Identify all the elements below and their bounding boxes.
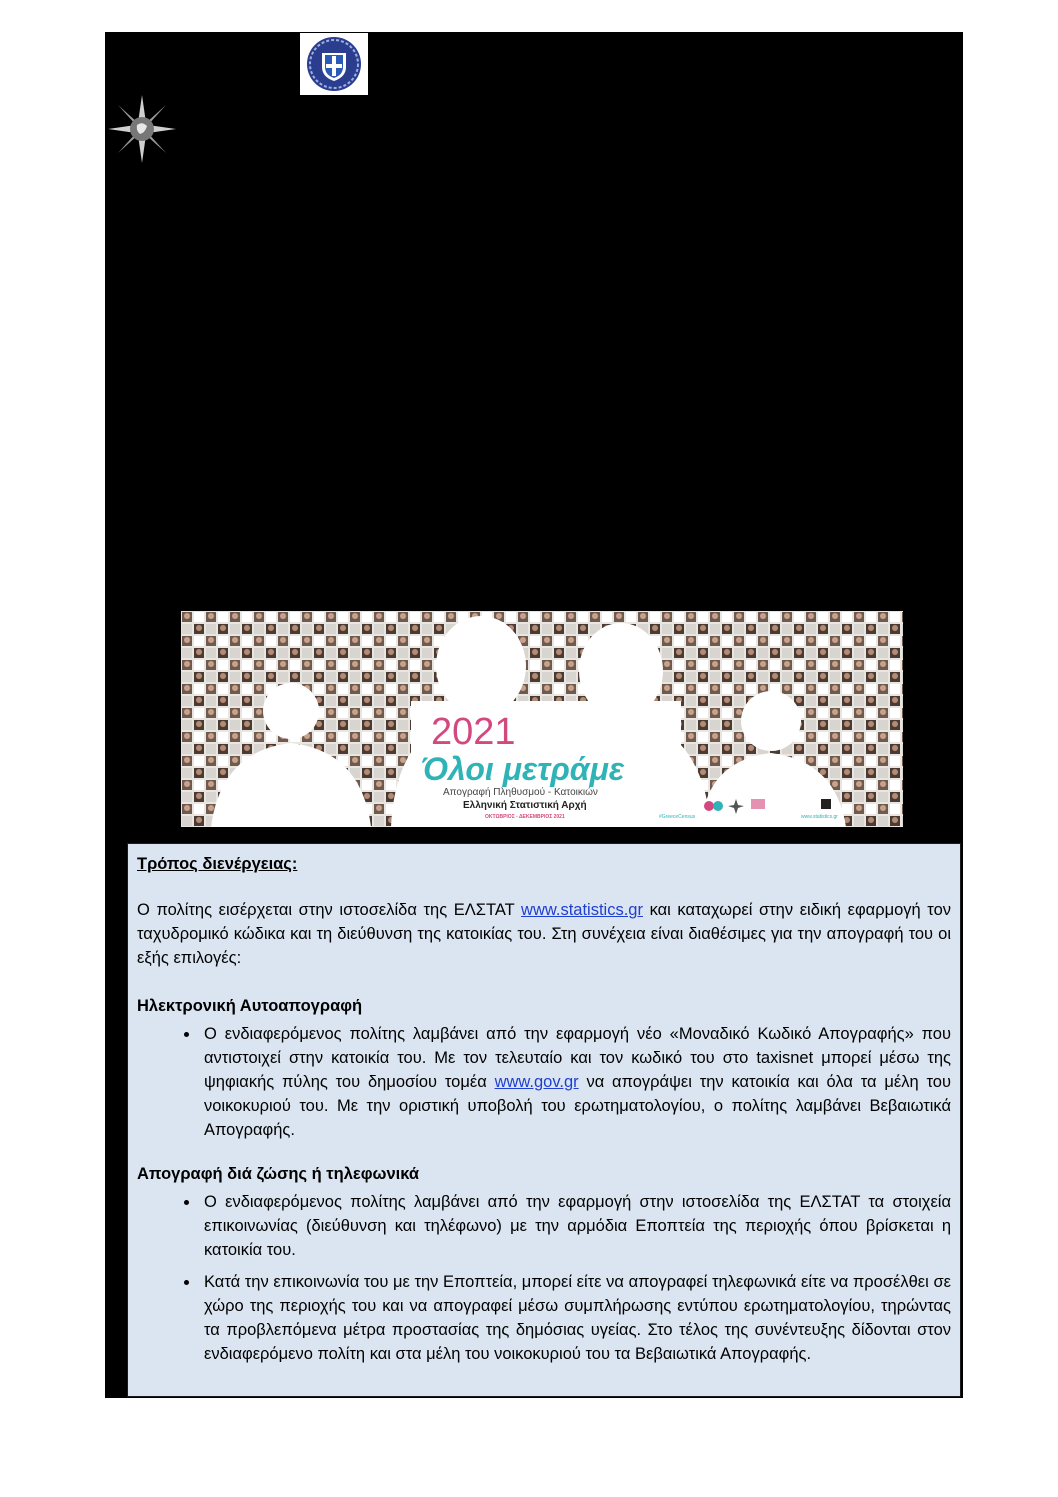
list-item bbox=[200, 1022, 951, 1142]
banner-organization: Ελληνική Στατιστική Αρχή bbox=[463, 800, 587, 811]
gov-link[interactable]: www.gov.gr bbox=[494, 1073, 579, 1091]
banner-subtitle: Απογραφή Πληθυσμού - Κατοικιών bbox=[443, 787, 598, 798]
banner-hashtag: #GreeceCensus bbox=[659, 814, 696, 820]
section2-title: Απογραφή διά ζώσης ή τηλεφωνικά bbox=[137, 1165, 420, 1183]
emblem-icon bbox=[300, 33, 368, 95]
section2-list bbox=[137, 1190, 951, 1366]
section1-list bbox=[137, 1022, 951, 1142]
info-panel bbox=[127, 843, 961, 1397]
banner-period: ΟΚΤΩΒΡΙΟΣ - ΔΕΚΕΜΒΡΙΟΣ 2021 bbox=[485, 814, 565, 820]
banner-year: 2021 bbox=[431, 711, 516, 753]
greek-emblem-logo bbox=[300, 33, 368, 95]
banner-slogan: Όλοι μετράμε bbox=[421, 751, 625, 787]
section-heading: Τρόπος διενέργειας: bbox=[137, 855, 298, 873]
banner-website: www.statistics.gr bbox=[801, 814, 838, 820]
item-text-start: Ο ενδιαφερόμενος πολίτης λαμβάνει από την εφαρμογή νέο «Μοναδικό Κωδικό Απογραφής» που αντιστοιχεί στην κατοικία του. Με τον τελευταίο και τον κωδικό του στο taxisnet μπορεί μέσω της ψηφιακής πύλης του δημοσίου τομέα bbox=[204, 1025, 951, 1091]
list-item: • Κατά την επικοινωνία του με την Εποπτεία, μπορεί είτε να απογραφεί τηλεφωνικά είτε να προσέλθει σε χώρο της περιοχής του και να απογραφεί μέσω συμπλήρωσης εντύπου ερωτηματολογίου, τηρώντας τα προβλεπόμενα μέτρα προστασίας της δημόσιας υγείας. Στο τέλος της συνέντευξης δίδονται στον ενδιαφερόμενο πολίτη και στα μέλη του νοικοκυριού του τα Βεβαιωτικά Απογραφής. bbox=[200, 1270, 951, 1366]
list-item: • Ο ενδιαφερόμενος πολίτης λαμβάνει από την εφαρμογή στην ιστοσελίδα της ΕΛΣΤΑΤ τα στοιχεία επικοινωνίας (διεύθυνση και τηλέφωνο) με την αρμόδια Εποπτεία της περιοχής όπου βρίσκεται η κατοικία του. bbox=[200, 1190, 951, 1262]
intro-text-start: Ο πολίτης εισέρχεται στην ιστοσελίδα της ΕΛΣΤΑΤ bbox=[137, 901, 522, 919]
intro-paragraph bbox=[137, 898, 951, 970]
compass-star-logo bbox=[106, 93, 178, 165]
statistics-link[interactable]: www.statistics.gr bbox=[521, 901, 643, 919]
intro-text-end: και καταχωρεί στην ειδική εφαρμογή τον ταχυδρομικό κώδικα και τη διεύθυνση της κατοικίας του. Στη συνέχεια είναι διαθέσιμες για την απογραφή του οι εξής επιλογές: bbox=[137, 901, 952, 967]
item-text-end: να απογράψει την κατοικία και όλα τα μέλη του νοικοκυριού του. Με την οριστική υποβολή του ερωτηματολογίου, ο πολίτης λαμβάνει Βεβαιωτικά Απογραφής. bbox=[204, 1073, 951, 1139]
section1-title: Ηλεκτρονική Αυτοαπογραφή bbox=[137, 997, 363, 1015]
census-banner bbox=[181, 611, 903, 827]
